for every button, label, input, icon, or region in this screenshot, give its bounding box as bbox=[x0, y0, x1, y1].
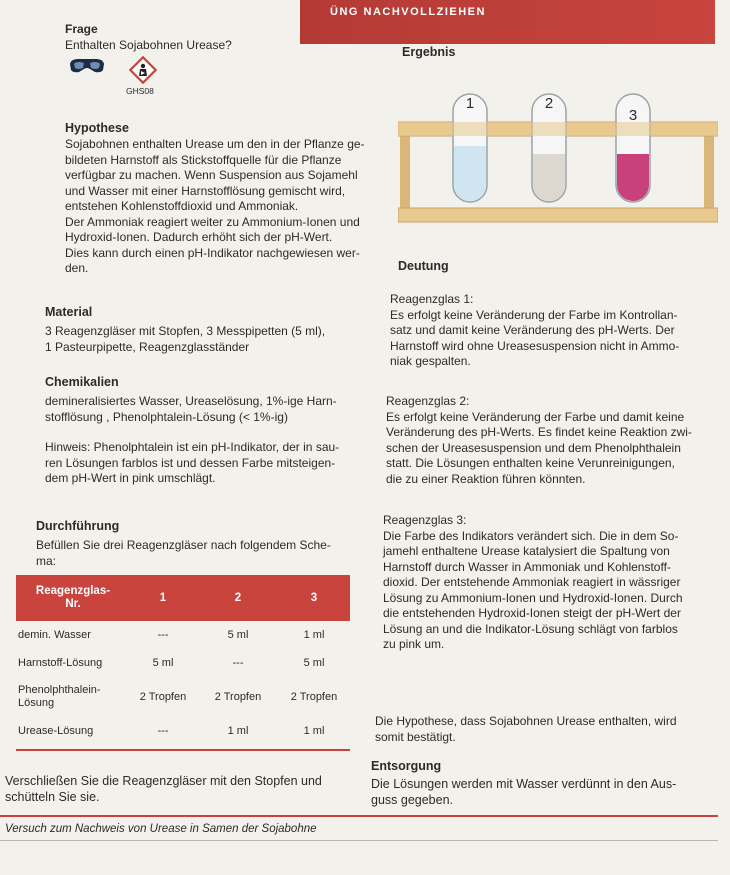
procedure-line: Befüllen Sie drei Reagenzgläser nach folgendem Sche- bbox=[36, 538, 331, 552]
glass2-title: Reagenzglas 2: bbox=[386, 394, 470, 408]
hypothesis-line: Sojabohnen enthalten Urease um den in der Pflanze ge- bbox=[65, 137, 365, 151]
table-cell: Harnstoff-Lösung bbox=[18, 657, 103, 669]
footer-rule bbox=[0, 815, 718, 817]
glass3-line: die entstehenden Hydroxid-Ionen steigt der pH-Wert der bbox=[383, 606, 681, 620]
hypothesis-line: Hydroxid-Ionen. Dadurch erhöht sich der pH-Wert. bbox=[65, 230, 333, 244]
hypothesis-line: entstehen Kohlenstoffdioxid und Ammoniak. bbox=[65, 199, 299, 213]
footer-underline bbox=[0, 840, 718, 841]
glass2-line: Es erfolgt keine Veränderung der Farbe und damit keine bbox=[386, 409, 685, 424]
glass3-line: Lösung an und die Indikator-Lösung schlägt von farblos bbox=[383, 621, 678, 636]
table-row bbox=[16, 649, 350, 677]
table-cell: 2 Tropfen bbox=[214, 691, 262, 703]
table-cell: 5 ml bbox=[227, 629, 249, 641]
glass3-line: Harnstoff durch Wasser in Ammoniak und Kohlenstoff- bbox=[383, 559, 671, 574]
glass2-line: die zu einer Reaktion führen könnten. bbox=[386, 471, 586, 486]
hypothesis-text bbox=[65, 137, 385, 277]
procedure-after-text bbox=[5, 774, 365, 805]
filling-scheme-table bbox=[16, 575, 350, 745]
procedure-text bbox=[36, 538, 366, 569]
table-header-cell: Reagenzglas- Nr. bbox=[35, 585, 111, 610]
table-cell: --- bbox=[232, 657, 244, 669]
disposal-line: guss gegeben. bbox=[371, 792, 454, 807]
footer-caption: Versuch zum Nachweis von Urease in Samen der Sojabohne bbox=[5, 823, 317, 835]
table-cell: 1 ml bbox=[227, 725, 249, 737]
question-heading: Frage bbox=[65, 22, 98, 36]
procedure-after-line: schütteln Sie sie. bbox=[5, 789, 100, 804]
table-cell: 5 ml bbox=[152, 657, 174, 669]
hypothesis-heading: Hypothese bbox=[65, 121, 129, 135]
table-cell: 1 ml bbox=[303, 629, 325, 641]
conclusion-text bbox=[375, 714, 720, 745]
conclusion-line: somit bestätigt. bbox=[375, 729, 456, 744]
table-header-row bbox=[16, 575, 350, 621]
table-cell: --- bbox=[157, 725, 169, 737]
table-cell: 1 ml bbox=[303, 725, 325, 737]
chemicals-line: demineralisiertes Wasser, Ureaselösung, 1%-ige Harn- bbox=[45, 394, 337, 408]
hypothesis-line: und Wasser mit einer Harnstofflösung gemischt wird, bbox=[65, 183, 346, 198]
material-heading: Material bbox=[45, 305, 93, 319]
table-cell: 2 Tropfen bbox=[139, 691, 187, 703]
glass1-title: Reagenzglas 1: bbox=[390, 292, 474, 306]
hypothesis-line: Der Ammoniak reagiert weiter zu Ammonium-Ionen und bbox=[65, 214, 360, 229]
chapter-header-text: ÜNG NACHVOLLZIEHEN bbox=[330, 6, 486, 18]
tube-label-3: 3 bbox=[628, 107, 638, 124]
disposal-heading: Entsorgung bbox=[371, 759, 442, 773]
glass1-line: Harnstoff wird ohne Ureasesuspension nicht in Ammo- bbox=[390, 338, 680, 353]
glass3-line: jamehl enthaltene Urease katalysiert die Spaltung von bbox=[383, 544, 670, 558]
glass3-line: Die Farbe des Indikators verändert sich. Die in dem So- bbox=[383, 528, 679, 543]
tube-label-1: 1 bbox=[465, 95, 475, 112]
table-header-cell: 2 bbox=[234, 591, 242, 604]
disposal-text bbox=[371, 777, 721, 808]
table-cell: 5 ml bbox=[303, 657, 325, 669]
indicator-hint bbox=[45, 440, 375, 487]
procedure-line: ma: bbox=[36, 553, 57, 568]
table-cell: 2 Tropfen bbox=[290, 691, 338, 703]
table-row bbox=[16, 677, 350, 717]
hint-line: dem pH-Wert in pink umschlägt. bbox=[45, 471, 216, 485]
tube-label-2: 2 bbox=[544, 95, 554, 112]
ghs-label: GHS08 bbox=[126, 86, 154, 96]
table-row bbox=[16, 717, 350, 745]
glass1-line: niak gespalten. bbox=[390, 354, 471, 368]
interpretation-heading: Deutung bbox=[398, 259, 449, 273]
glass1-line: Es erfolgt keine Veränderung der Farbe im Kontrollan- bbox=[390, 307, 678, 322]
table-cell: demin. Wasser bbox=[18, 629, 91, 641]
chemicals-heading: Chemikalien bbox=[45, 375, 119, 389]
glass3-line: zu pink um. bbox=[383, 637, 445, 651]
ghs08-health-hazard-icon bbox=[129, 56, 157, 84]
table-cell: Phenolphthalein- Lösung bbox=[18, 684, 101, 709]
chemicals-text bbox=[45, 394, 375, 425]
table-cell: --- bbox=[157, 629, 169, 641]
hint-line: ren Lösungen farblos ist und dessen Farbe mitsteigen- bbox=[45, 455, 336, 470]
hypothesis-line: Dies kann durch einen pH-Indikator nachgewiesen wer- bbox=[65, 245, 360, 260]
safety-goggles-icon bbox=[68, 56, 106, 76]
table-header-cell: 1 bbox=[159, 591, 167, 604]
chapter-header-band bbox=[300, 0, 715, 44]
glass2-line: statt. Die Lösungen enthalten keine Verunreinigungen, bbox=[386, 456, 675, 470]
hypothesis-line: bildeten Harnstoff als Stickstoffquelle für die Pflanze bbox=[65, 152, 342, 167]
procedure-after-line: Verschließen Sie die Reagenzgläser mit den Stopfen und bbox=[5, 774, 322, 788]
hint-line: Hinweis: Phenolphtalein ist ein pH-Indikator, der in sau- bbox=[45, 440, 340, 454]
material-line: 3 Reagenzgläser mit Stopfen, 3 Messpipetten (5 ml), bbox=[45, 324, 326, 338]
glass3-section bbox=[383, 513, 723, 653]
glass1-line: satz und damit keine Veränderung des pH-Werts. Der bbox=[390, 323, 675, 337]
material-line: 1 Pasteurpipette, Reagenzglasständer bbox=[45, 339, 250, 354]
glass2-line: schen der Ureasesuspension und dem Phenolphthalein bbox=[386, 440, 681, 455]
glass2-line: Veränderung des pH-Werts. Es findet keine Reaktion zwi- bbox=[386, 425, 692, 439]
conclusion-line: Die Hypothese, dass Sojabohnen Urease enthalten, wird bbox=[375, 714, 677, 728]
glass3-line: dioxid. Der entstehende Ammoniak reagiert in wässriger bbox=[383, 575, 681, 589]
chemicals-line: stofflösung , Phenolphtalein-Lösung (< 1%-ig) bbox=[45, 409, 288, 424]
procedure-heading: Durchführung bbox=[36, 519, 120, 533]
material-text bbox=[45, 324, 375, 355]
table-cell: Urease-Lösung bbox=[18, 725, 94, 737]
hypothesis-line: verfügbar zu machen. Wenn Suspension aus Sojamehl bbox=[65, 168, 358, 182]
hypothesis-line: den. bbox=[65, 261, 89, 275]
table-row bbox=[16, 621, 350, 649]
disposal-line: Die Lösungen werden mit Wasser verdünnt in den Aus- bbox=[371, 777, 677, 791]
glass3-line: Lösung zu Ammonium-Ionen und Hydroxid-Ionen. Durch bbox=[383, 590, 683, 605]
glass3-title: Reagenzglas 3: bbox=[383, 513, 467, 527]
glass1-section bbox=[390, 292, 720, 370]
question-text: Enthalten Sojabohnen Urease? bbox=[65, 38, 232, 52]
glass2-section bbox=[386, 394, 722, 487]
table-header-cell: 3 bbox=[310, 591, 318, 604]
table-bottom-rule bbox=[16, 749, 350, 751]
result-heading: Ergebnis bbox=[402, 45, 456, 59]
test-tube-rack-illustration bbox=[398, 84, 718, 224]
